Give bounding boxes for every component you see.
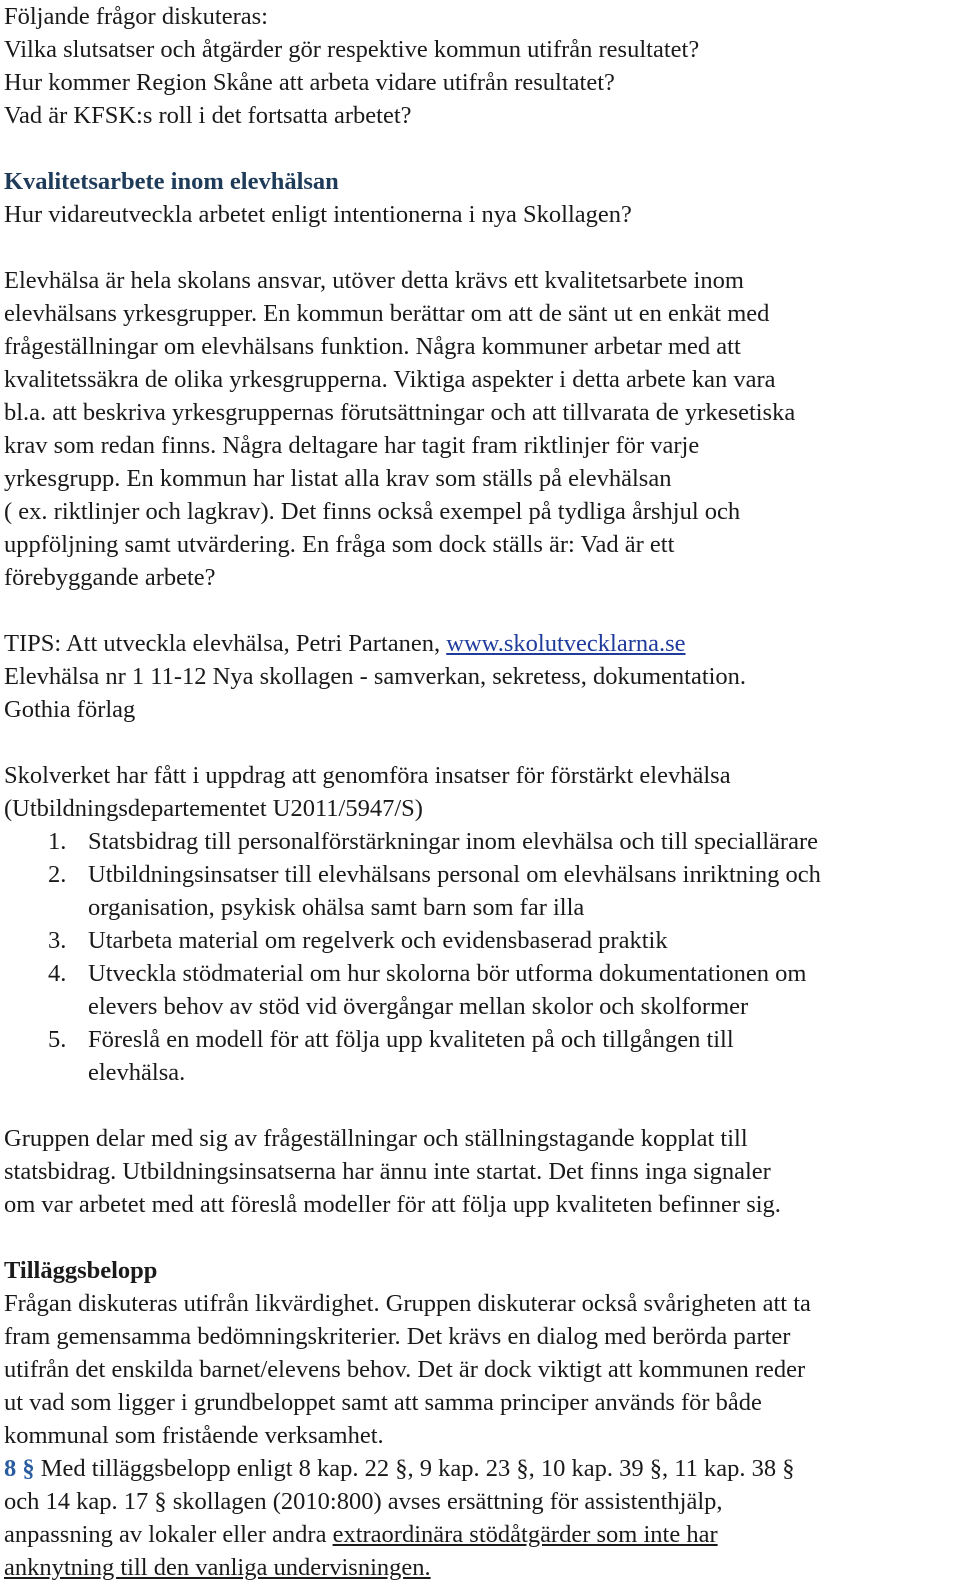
tillagg-line: kommunal som fristående verksamhet. [4, 1422, 384, 1449]
quality-line: ( ex. riktlinjer och lagkrav). Det finns också exempel på tydliga årshjul och [4, 498, 741, 525]
group-line: Gruppen delar med sig av frågeställningar och ställningstagande kopplat till [4, 1125, 748, 1152]
law-text: Med tilläggsbelopp enligt 8 kap. 22 §, 9 kap. 23 §, 10 kap. 39 §, 11 kap. 38 § [34, 1455, 795, 1482]
tillagg-line: Frågan diskuteras utifrån likvärdighet. Gruppen diskuterar också svårigheten att ta [4, 1290, 811, 1317]
quality-line: yrkesgrupp. En kommun har listat alla krav som ställs på elevhälsan [4, 465, 672, 492]
list-item-text: elevers behov av stöd vid övergångar mellan skolor och skolformer [88, 993, 749, 1020]
tillagg-line: utifrån det enskilda barnet/elevens behov. Det är dock viktigt att kommunen reder [4, 1356, 806, 1383]
list-item [4, 1023, 960, 1089]
tillagg-line: fram gemensamma bedömningskriterier. Det krävs en dialog med berörda parter [4, 1323, 791, 1350]
quality-line: elevhälsans yrkesgrupper. En kommun berättar om att de sänt ut en enkät med [4, 300, 770, 327]
list-item-text: Föreslå en modell för att följa upp kvaliteten på och tillgången till [88, 1026, 734, 1053]
list-item [4, 825, 960, 858]
tillagg-paragraph [4, 1287, 960, 1452]
group-line: om var arbetet med att föreslå modeller för att följa upp kvaliteten befinner sig. [4, 1191, 781, 1218]
list-item-text: Utbildningsinsatser till elevhälsans personal om elevhälsans inriktning och [88, 861, 821, 888]
tillagg-heading: Tilläggsbelopp [4, 1257, 158, 1284]
quality-line: kvalitetssäkra de olika yrkesgrupperna. Viktiga aspekter i detta arbete kan vara [4, 366, 776, 393]
quality-subheading: Hur vidareutveckla arbetet enligt intentionerna i nya Skollagen? [4, 201, 632, 228]
list-item-text: Statsbidrag till personalförstärkningar inom elevhälsa och till speciallärare [88, 828, 818, 855]
tips-prefix: TIPS: Att utveckla elevhälsa, Petri Partanen, [4, 630, 447, 657]
list-item [4, 957, 960, 1023]
quality-line: bl.a. att beskriva yrkesgruppernas förutsättningar och att tillvarata de yrkesetiska [4, 399, 796, 426]
quality-line: Elevhälsa är hela skolans ansvar, utöver detta krävs ett kvalitetsarbete inom [4, 267, 744, 294]
list-number: 4. [48, 960, 67, 987]
quality-paragraph [4, 264, 960, 594]
list-item [4, 858, 960, 924]
tillagg-line: ut vad som ligger i grundbeloppet samt att samma principer används för både [4, 1389, 762, 1416]
tips-line-3: Gothia förlag [4, 696, 136, 723]
law-text: anpassning av lokaler eller andra [4, 1521, 333, 1548]
list-item-text: organisation, psykisk ohälsa samt barn som far illa [88, 894, 585, 921]
intro-lead: Följande frågor diskuteras: [4, 3, 268, 30]
tips-line [4, 627, 960, 660]
list-number: 3. [48, 927, 67, 954]
law-line [4, 1518, 960, 1551]
quality-line: uppföljning samt utvärdering. En fråga som dock ställs är: Vad är ett [4, 531, 675, 558]
quality-line: förebyggande arbete? [4, 564, 216, 591]
list-item-text: elevhälsa. [88, 1059, 186, 1086]
list-number: 2. [48, 861, 67, 888]
group-paragraph [4, 1122, 960, 1221]
quality-line: krav som redan finns. Några deltagare har tagit fram riktlinjer för varje [4, 432, 700, 459]
skolutvecklarna-link[interactable]: www.skolutvecklarna.se [446, 630, 686, 657]
list-item-text: Utarbeta material om regelverk och evidensbaserad praktik [88, 927, 668, 954]
skolverket-line-1: Skolverket har fått i uppdrag att genomföra insatser för förstärkt elevhälsa [4, 762, 731, 789]
tips-line-2: Elevhälsa nr 1 11-12 Nya skollagen - samverkan, sekretess, dokumentation. [4, 663, 747, 690]
skolverket-line-2: (Utbildningsdepartementet U2011/5947/S) [4, 795, 423, 822]
intro-question-2: Hur kommer Region Skåne att arbeta vidare utifrån resultatet? [4, 69, 615, 96]
intro-question-1: Vilka slutsatser och åtgärder gör respektive kommun utifrån resultatet? [4, 36, 700, 63]
law-underlined-line: anknytning till den vanliga undervisningen. [4, 1554, 431, 1581]
quality-line: frågeställningar om elevhälsans funktion. Några kommuner arbetar med att [4, 333, 741, 360]
group-line: statsbidrag. Utbildningsinsatserna har ännu inte startat. Det finns inga signaler [4, 1158, 771, 1185]
law-number: 8 [4, 1455, 17, 1482]
law-paragraph [4, 1452, 960, 1584]
law-underlined-text: extraordinära stödåtgärder som inte har [332, 1521, 718, 1548]
skolverket-list [4, 825, 960, 1089]
list-number: 1. [48, 828, 67, 855]
intro-question-3: Vad är KFSK:s roll i det fortsatta arbetet? [4, 102, 412, 129]
law-line [4, 1452, 960, 1485]
list-item-text: Utveckla stödmaterial om hur skolorna bör utforma dokumentationen om [88, 960, 807, 987]
quality-heading: Kvalitetsarbete inom elevhälsan [4, 168, 339, 195]
paragraph-symbol-icon: § [22, 1455, 35, 1482]
list-item [4, 924, 960, 957]
law-line: och 14 kap. 17 § skollagen (2010:800) avses ersättning för assistenthjälp, [4, 1488, 723, 1515]
list-number: 5. [48, 1026, 67, 1053]
